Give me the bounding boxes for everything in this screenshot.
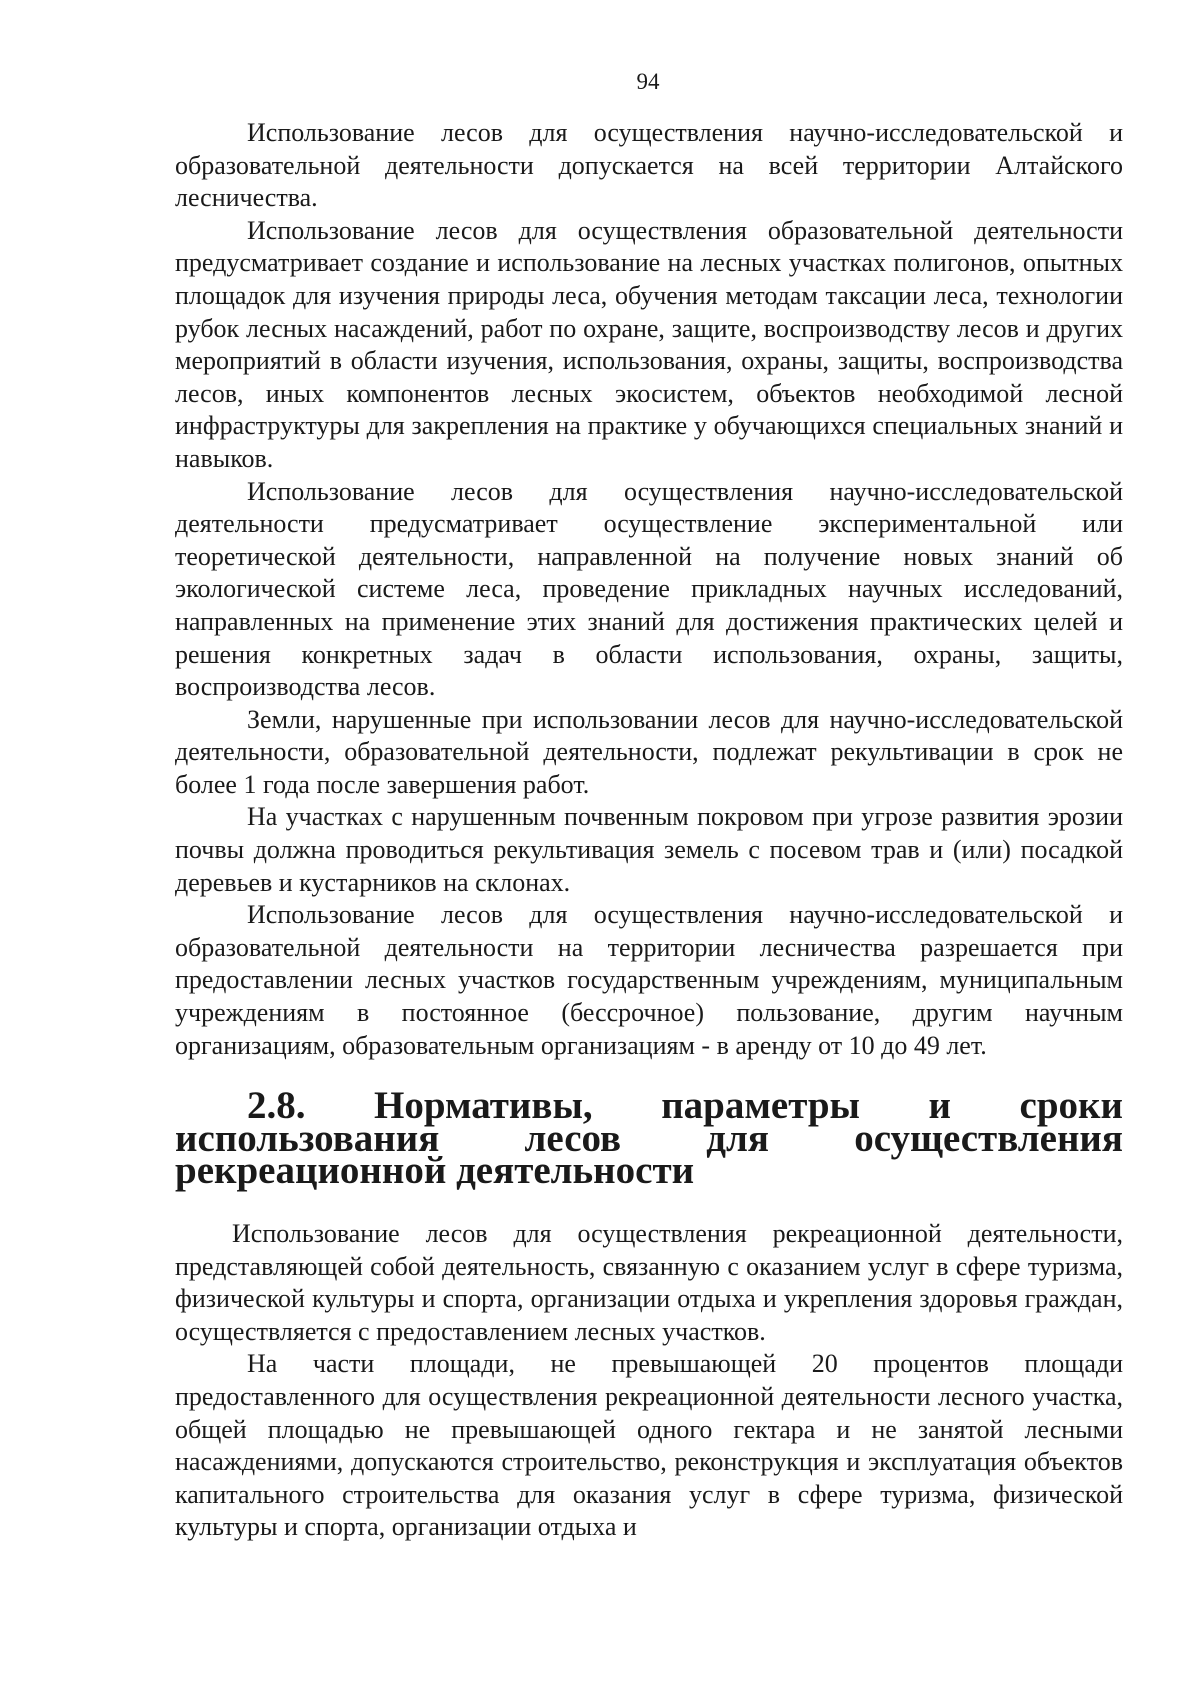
section-heading: 2.8. Нормативы, параметры и сроки использования лесов для осуществления рекреационной деятельности (175, 1084, 1123, 1193)
paragraph-research-activity: Использование лесов для осуществления научно-исследовательской деятельности предусматривает осуществление экспериментальной или теоретической деятельности, направленной на получение новых знаний об экологической системе леса, проведение прикладных научных исследований, направленных на применение этих знаний для достижения практических целей и решения конкретных задач в области использования, охраны, защиты, воспроизводства лесов. (175, 476, 1123, 702)
page-number: 94 (636, 69, 660, 94)
paragraph-research-education-permitted: Использование лесов для осуществления научно-исследовательской и образовательной деятельности допускается на всей территории Алтайского лесничества. (175, 118, 1123, 213)
paragraph-land-provision: Использование лесов для осуществления научно-исследовательской и образовательной деятельности на территории лесничества разрешается при предоставлении лесных участков государственным учреждениям, муниципальным учреждениям в постоянное (бессрочное) пользование, другим научным организациям, образовательным организациям - в аренду от 10 до 49 лет. (175, 900, 1123, 1060)
paragraph-recreation-construction: На части площади, не превышающей 20 процентов площади предоставленного для осуществления рекреационной деятельности лесного участка, общей площадью не превышающей одного гектара и не занятой лесными насаждениями, допускаются строительство, реконструкция и эксплуатация объектов капитального строительства для оказания услуг в сфере туризма, физической культуры и спорта, организации отдыха и (175, 1349, 1123, 1542)
paragraph-education-activity: Использование лесов для осуществления образовательной деятельности предусматривает создание и использование на лесных участках полигонов, опытных площадок для изучения природы леса, обучения методам таксации леса, технологии рубок лесных насаждений, работ по охране, защите, воспроизводству лесов и других мероприятий в области изучения, использования, охраны, защиты, воспроизводства лесов, иных компонентов лесных экосистем, объектов необходимой лесной инфраструктуры для закрепления на практике у обучающихся специальных знаний и навыков. (175, 215, 1123, 473)
paragraph-recreation-activity: Использование лесов для осуществления рекреационной деятельности, представляющей собой деятельность, связанную с оказанием услуг в сфере туризма, физической культуры и спорта, организации отдыха и укрепления здоровья граждан, осуществляется с предоставлением лесных участков. (175, 1219, 1123, 1346)
paragraph-land-recultivation: Земли, нарушенные при использовании лесов для научно-исследовательской деятельности, образовательной деятельности, подлежат рекультивации в срок не более 1 года после завершения работ. (175, 704, 1123, 799)
paragraph-soil-erosion: На участках с нарушенным почвенным покровом при угрозе развития эрозии почвы должна проводиться рекультивация земель с посевом трав и (или) посадкой деревьев и кустарников на склонах. (175, 802, 1123, 897)
document-body (175, 117, 1123, 1544)
